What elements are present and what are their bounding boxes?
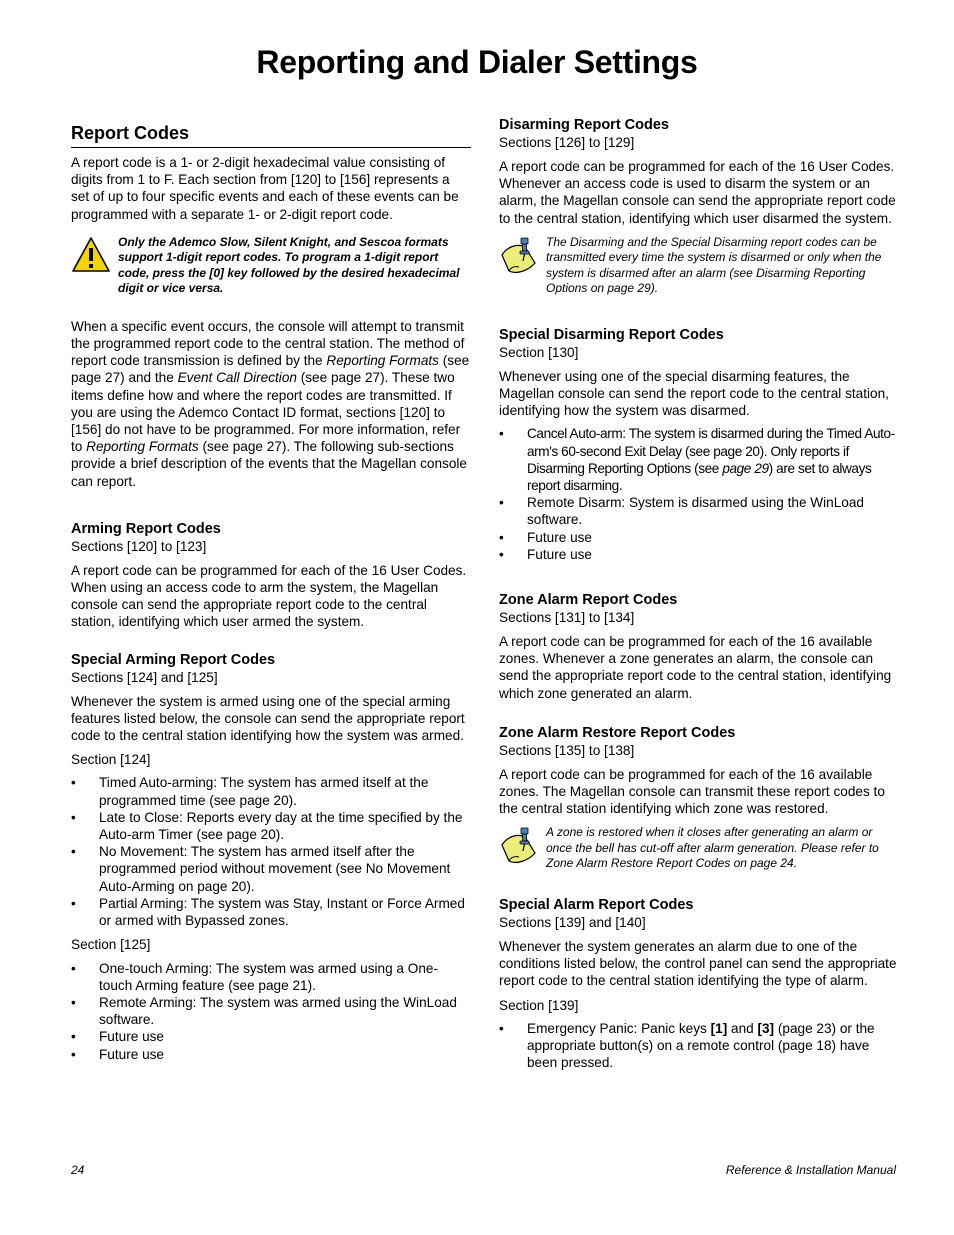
warning-icon	[71, 235, 111, 275]
list-item-text: Timed Auto-arming: The system has armed itself at the programmed time (see page 20).	[99, 775, 429, 808]
text-run: (see page 27) and the	[71, 353, 470, 386]
pushpin-note-icon	[499, 237, 539, 277]
text-run: Emergency Panic: Panic keys	[527, 1020, 711, 1036]
list-item-text: Future use	[99, 1046, 164, 1062]
zone-alarm-heading: Zone Alarm Report Codes	[499, 592, 678, 609]
disarming-note	[499, 235, 899, 297]
report-codes-intro: A report code is a 1- or 2-digit hexadecimal value consisting of digits from 1 to F. Each section from [120] to [156] represents a set of up to four specific events and each of these events can be programmed with a separate 1- or 2-digit report code.	[71, 155, 459, 222]
bullet: •	[71, 844, 76, 860]
special-disarming-sections: Section [130]	[499, 344, 579, 360]
bullet: •	[499, 1020, 504, 1036]
section-125-list	[71, 960, 471, 1063]
zone-alarm-text: A report code can be programmed for each of the 16 available zones. Whenever a zone generates an alarm, the console can send the appropriate report code to the central station, identifying which zone generated an alarm.	[499, 634, 892, 701]
list-item-text: One-touch Arming: The system was armed using a One-touch Arming feature (see page 21).	[99, 960, 438, 993]
bullet: •	[499, 495, 504, 511]
special-alarm-heading: Special Alarm Report Codes	[499, 896, 694, 913]
zone-restore-note-text: A zone is restored when it closes after generating an alarm or once the bell has cut-off after alarm generation. Please refer to Zone Alarm Restore Report Codes on page 24.	[546, 825, 879, 871]
special-arming-text: Whenever the system is armed using one of the special arming features listed below, the console can send the appropriate report code to the central station identifying how the system was armed.	[71, 693, 465, 744]
arming-text: A report code can be programmed for each of the 16 User Codes. When using an access code to arm the system, the Magellan console can send the appropriate report code to the central station, identifying which user armed the system.	[71, 562, 467, 630]
list-item	[71, 960, 471, 994]
link-event-call-direction: Event Call Direction	[177, 370, 297, 386]
list-item-text: Remote Disarm: System is disarmed using the WinLoad software.	[527, 495, 864, 528]
warning-note	[71, 235, 471, 297]
bullet: •	[71, 809, 76, 825]
zone-restore-text: A report code can be programmed for each of the 16 available zones. The Magellan console can transmit these report codes to the central station identifying which zone was restored.	[499, 766, 885, 817]
section-124-list	[71, 774, 471, 929]
list-item	[71, 994, 471, 1028]
footer-page-number: 24	[71, 1163, 85, 1177]
list-item	[499, 529, 899, 546]
zone-alarm-sections: Sections [131] to [134]	[499, 610, 635, 626]
list-item	[71, 1046, 471, 1063]
list-item	[71, 809, 471, 843]
arming-sections: Sections [120] to [123]	[71, 538, 207, 554]
page-title: Reporting and Dialer Settings	[256, 44, 698, 80]
section-139-label: Section [139]	[499, 997, 579, 1013]
text-run: ) are set to always report disarming.	[527, 460, 872, 494]
footer-manual-title: Reference & Installation Manual	[725, 1163, 896, 1177]
zone-restore-heading: Zone Alarm Restore Report Codes	[499, 724, 736, 741]
special-disarming-heading: Special Disarming Report Codes	[499, 326, 724, 343]
bullet: •	[71, 775, 76, 791]
link-reporting-formats-2: Reporting Formats	[86, 439, 199, 455]
list-item-text: Late to Close: Reports every day at the time specified by the Auto-arm Timer (see page 20).	[99, 809, 463, 843]
list-item	[499, 1020, 899, 1072]
list-item-text	[527, 426, 895, 493]
bullet: •	[499, 426, 504, 442]
right-column	[499, 116, 899, 1071]
zone-restore-sections: Sections [135] to [138]	[499, 742, 635, 758]
list-item-text: Partial Arming: The system was Stay, Instant or Force Armed or armed with Bypassed zones.	[99, 895, 465, 929]
page-ref: page 29	[722, 460, 769, 476]
disarming-heading: Disarming Report Codes	[499, 117, 669, 133]
link-reporting-formats: Reporting Formats	[326, 353, 439, 369]
text-run: Cancel Auto-arm: The system is disarmed during the Timed Auto-arm's 60-second Exit Delay (see page 20). Only reports if Disarming Reporting Options (see	[527, 426, 895, 476]
list-item	[71, 1028, 471, 1045]
report-codes-heading: Report Codes	[71, 123, 471, 148]
text-run: (page 23) or the appropriate button(s) on a remote control (page 18) have been pressed.	[527, 1020, 875, 1071]
disarming-note-text: The Disarming and the Special Disarming report codes can be transmitted every time the system is disarmed or only when the system is disarmed after an alarm (see Disarming Reporting Options on page 29).	[546, 234, 882, 296]
section-139-list	[499, 1020, 899, 1072]
list-item-text: No Movement: The system has armed itself after the programmed period without movement (see No Movement Auto-Arming on page 20).	[99, 844, 451, 894]
list-item	[499, 425, 899, 494]
text-run: (see page 27). The following sub-sections provide a brief description of the events that the Magellan console can report.	[71, 439, 467, 489]
bullet: •	[499, 546, 504, 562]
section-124-label: Section [124]	[71, 752, 151, 768]
bullet: •	[499, 529, 504, 545]
list-item	[499, 546, 899, 563]
list-item	[71, 843, 471, 895]
special-disarming-text: Whenever using one of the special disarming features, the Magellan console can send the report code to the central station, identifying how the system was disarmed.	[499, 368, 889, 419]
list-item-text: Remote Arming: The system was armed using the WinLoad software.	[99, 994, 457, 1028]
bullet: •	[71, 994, 76, 1010]
zone-restore-note	[499, 825, 899, 872]
left-column	[71, 117, 471, 1063]
bullet: •	[71, 895, 76, 911]
list-item-text	[527, 1021, 875, 1070]
pushpin-note-icon	[499, 827, 539, 867]
bullet: •	[71, 960, 76, 976]
key-3: [3]	[757, 1020, 775, 1036]
section-130-list	[499, 425, 899, 563]
report-codes-para2	[71, 318, 471, 490]
special-alarm-text: Whenever the system generates an alarm due to one of the conditions listed below, the control panel can send the appropriate report code to the central station identifying the type of alarm.	[499, 938, 897, 989]
special-arming-sections: Sections [124] and [125]	[71, 669, 218, 685]
list-item	[71, 895, 471, 929]
arming-heading: Arming Report Codes	[71, 520, 221, 537]
key-1: [1]	[710, 1020, 728, 1036]
list-item-text: Future use	[527, 529, 592, 545]
warning-note-text: Only the Ademco Slow, Silent Knight, and Sescoa formats support 1-digit report codes. To program a 1-digit report code, press the [0] key followed by the desired hexadecimal digit or vice versa.	[118, 234, 460, 296]
text-run: and	[727, 1020, 758, 1036]
bullet: •	[71, 1029, 76, 1045]
disarming-text: A report code can be programmed for each of the 16 User Codes. Whenever an access code is used to disarm the system or an alarm, the Magellan console can send the appropriate report code to the central station, identifying which user disarmed the system.	[499, 159, 896, 226]
list-item	[499, 494, 899, 528]
list-item-text: Future use	[99, 1029, 164, 1045]
disarming-sections: Sections [126] to [129]	[499, 135, 635, 150]
special-alarm-sections: Sections [139] and [140]	[499, 914, 646, 930]
section-125-label: Section [125]	[71, 937, 151, 953]
special-arming-heading: Special Arming Report Codes	[71, 651, 276, 668]
bullet: •	[71, 1046, 76, 1062]
list-item-text: Future use	[527, 546, 592, 562]
text-run: (see page 27). These two items define how and where the report codes are transmitted. If you are using the Ademco Contact ID format, sections [120] to [156] do not have to be programmed. For more information, refer to	[71, 370, 461, 455]
text-run: When a specific event occurs, the console will attempt to transmit the programmed report code to the central station. The method of report code transmission is defined by the	[71, 318, 465, 369]
list-item	[71, 774, 471, 808]
